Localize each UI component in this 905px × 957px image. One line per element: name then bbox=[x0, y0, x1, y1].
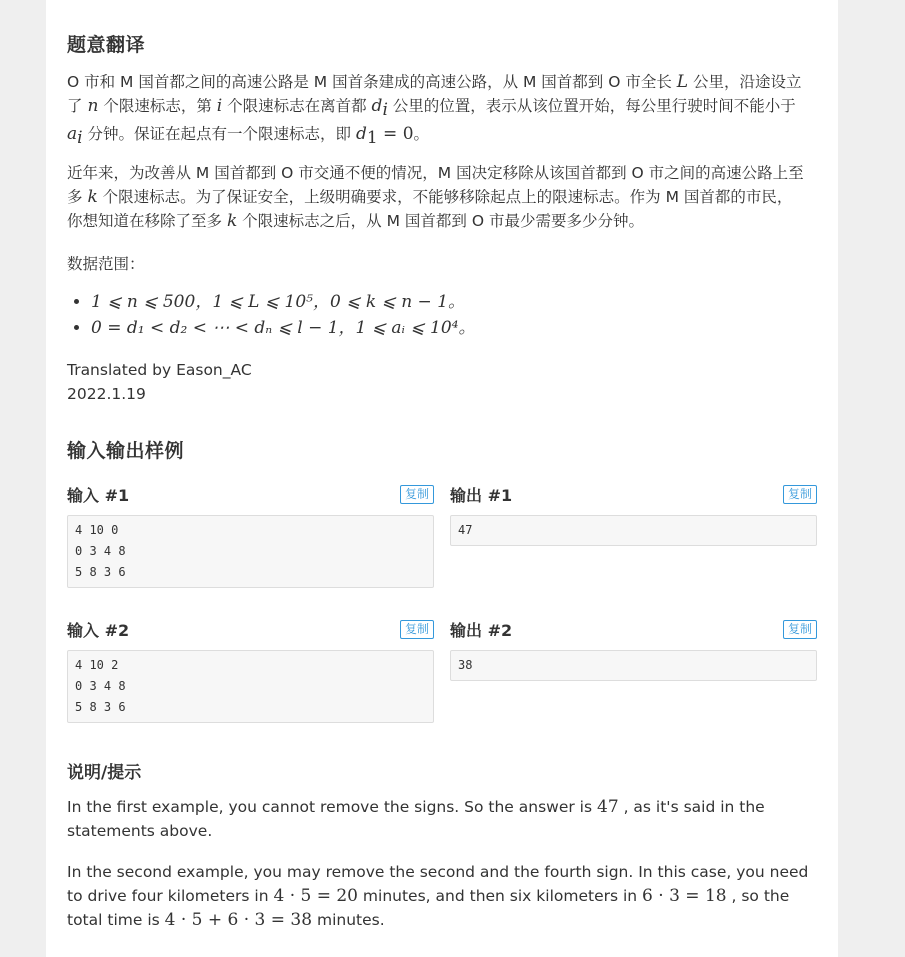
hint-paragraph-1: In the first example, you cannot remove the signs. So the answer is 47 , as it's said in the statements above. bbox=[67, 797, 765, 840]
sample-input-2 bbox=[67, 617, 434, 723]
translation-heading: 题意翻译 bbox=[67, 34, 146, 56]
sample-input-text: 4 10 2 0 3 4 8 5 8 3 6 bbox=[67, 650, 434, 723]
hint-heading: 说明/提示 bbox=[67, 763, 142, 783]
data-range-label: 数据范围： bbox=[67, 255, 145, 273]
copy-button[interactable]: 复制 bbox=[400, 620, 434, 639]
copy-button[interactable]: 复制 bbox=[400, 485, 434, 504]
samples-heading: 输入输出样例 bbox=[67, 440, 185, 462]
sample-output-2 bbox=[450, 617, 817, 681]
sample-output-text: 47 bbox=[450, 515, 817, 546]
problem-card bbox=[46, 0, 838, 957]
data-range-item: • 1 ⩽ n ⩽ 500，1 ⩽ L ⩽ 10⁵，0 ⩽ k ⩽ n − 1。 bbox=[91, 289, 811, 315]
sample-output-1 bbox=[450, 482, 817, 546]
copy-button[interactable]: 复制 bbox=[783, 485, 817, 504]
sample-input-title: 输入 #1 bbox=[67, 485, 130, 505]
translator-credit: Translated by Eason_AC bbox=[67, 361, 252, 379]
copy-button[interactable]: 复制 bbox=[783, 620, 817, 639]
translation-date: 2022.1.19 bbox=[67, 385, 146, 403]
sample-input-text: 4 10 0 0 3 4 8 5 8 3 6 bbox=[67, 515, 434, 588]
data-range-item: • 0 = d₁ < d₂ < ⋯ < dₙ ⩽ l − 1，1 ⩽ aᵢ ⩽ 10⁴。 bbox=[91, 315, 811, 341]
sample-output-title: 输出 #2 bbox=[450, 620, 513, 640]
data-range-list bbox=[67, 289, 811, 341]
translation-paragraph-2: 近年来，为改善从 M 国首都到 O 市交通不便的情况，M 国决定移除从该国首都到 O 市之间的高速公路上至多 k 个限速标志。为了保证安全，上级明确要求，不能够移除起点上的限速标志。作为 M 国首都的市民，你想知道在移除了至多 k 个限速标志之后，从 M 国首都到 O 市最少需要多少分钟。 bbox=[67, 164, 804, 231]
sample-output-text: 38 bbox=[450, 650, 817, 681]
sample-output-title: 输出 #1 bbox=[450, 485, 513, 505]
sample-input-title: 输入 #2 bbox=[67, 620, 130, 640]
translation-paragraph-1: O 市和 M 国首都之间的高速公路是 M 国首条建成的高速公路，从 M 国首都到 O 市全长 L 公里，沿途设立了 n 个限速标志，第 i 个限速标志在离首都 $d_i$ 公里的位置，表示从该位置开始，每公里行驶时间不能小于 $a_i$ 分钟。保证在起点有一个限速标志，即 $d_1 = 0$。 bbox=[67, 72, 802, 149]
sample-input-1 bbox=[67, 482, 434, 588]
hint-paragraph-2: In the second example, you may remove the second and the fourth sign. In this case, you need to drive four kilometers in 4 · 5 = 20 minutes, and then six kilometers in 6 · 3 = 18 , so the total time is 4 · 5 + 6 · 3 = 38 minutes. bbox=[67, 863, 809, 930]
